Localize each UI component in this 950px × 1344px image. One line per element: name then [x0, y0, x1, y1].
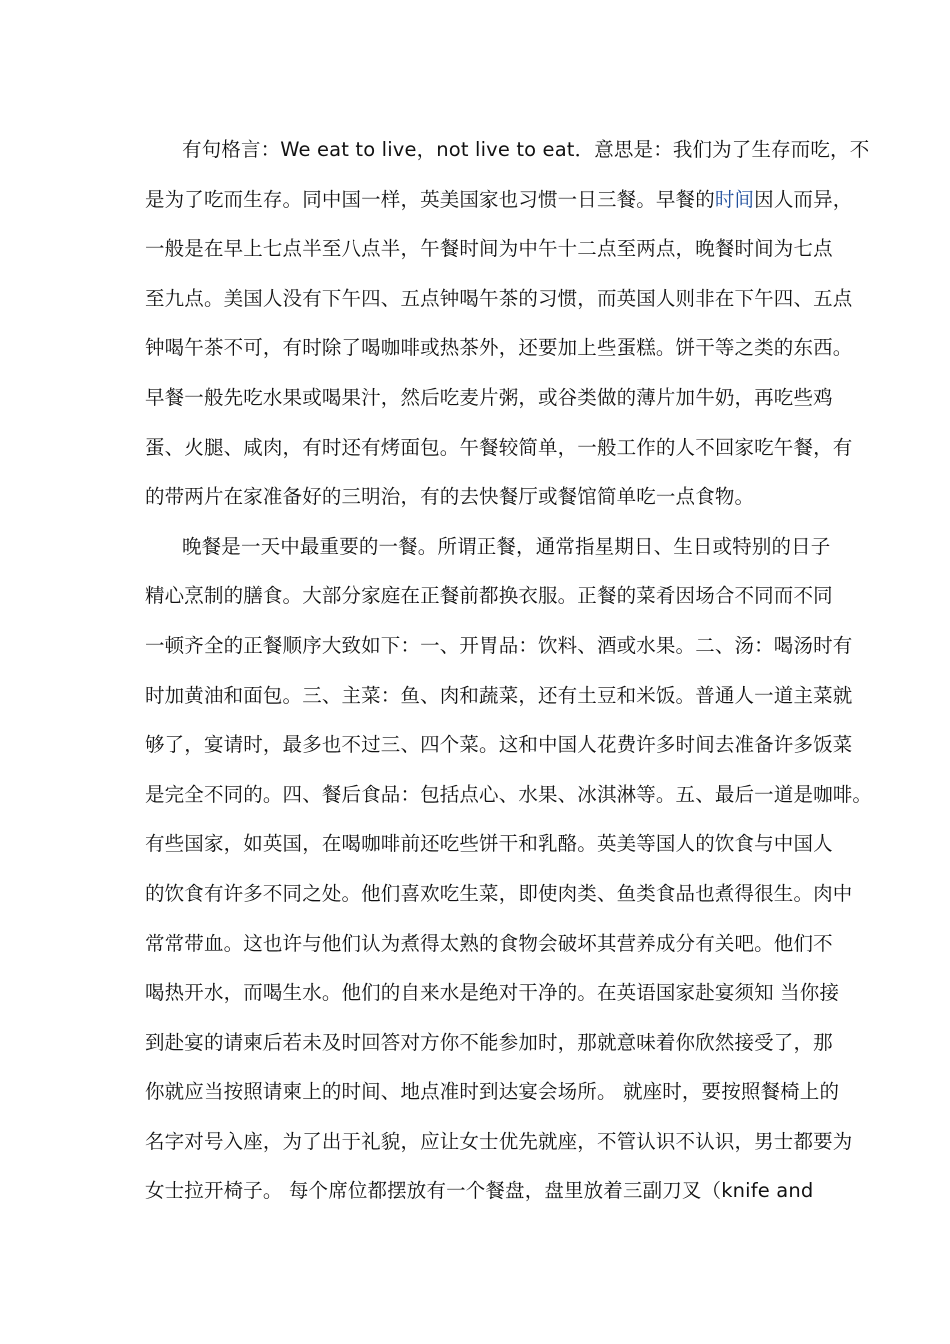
text-line: 一般是在早上七点半至八点半，午餐时间为中午十二点至两点，晚餐时间为七点: [145, 237, 833, 261]
text-line: 喝热开水，而喝生水。他们的自来水是绝对干净的。在英语国家赴宴须知 当你接: [145, 981, 840, 1005]
text-line: 时加黄油和面包。三、主菜：鱼、肉和蔬菜，还有土豆和米饭。普通人一道主菜就: [145, 683, 853, 707]
text-line: 是完全不同的。四、餐后食品：包括点心、水果、冰淇淋等。五、最后一道是咖啡。: [145, 782, 873, 806]
text-line: 一顿齐全的正餐顺序大致如下：一、开胃品：饮料、酒或水果。二、汤：喝汤时有: [145, 633, 853, 657]
time-link[interactable]: 时间: [714, 187, 755, 211]
text-line: 晚餐是一天中最重要的一餐。所谓正餐，通常指星期日、生日或特别的日子: [182, 534, 831, 558]
text-line: 有句格言：We eat to live，not live to eat．意思是：我们为了生存而吃，不: [182, 138, 870, 161]
document-body: [145, 125, 873, 1216]
text-line: 有些国家，如英国，在喝咖啡前还吃些饼干和乳酪。英美等国人的饮食与中国人: [145, 832, 833, 856]
text-line: 到赴宴的请柬后若未及时回答对方你不能参加时，那就意味着你欣然接受了，那: [145, 1030, 833, 1054]
text-line: 够了，宴请时，最多也不过三、四个菜。这和中国人花费许多时间去准备许多饭菜: [145, 733, 853, 757]
text-line: 的带两片在家准备好的三明治，有的去快餐厅或餐馆简单吃一点食物。: [145, 485, 755, 509]
text-segment: 是为了吃而生存。同中国一样，英美国家也习惯一日三餐。早餐的: [145, 187, 715, 211]
text-line: 钟喝午茶不可，有时除了喝咖啡或热茶外，还要加上些蛋糕。饼干等之类的东西。: [145, 336, 853, 360]
text-line: 名字对号入座，为了出于礼貌，应让女士优先就座，不管认识不认识，男士都要为: [145, 1129, 853, 1153]
text-line: 女士拉开椅子。 每个席位都摆放有一个餐盘，盘里放着三副刀叉（knife and: [145, 1179, 814, 1203]
text-line: 常常带血。这也许与他们认为煮得太熟的食物会破坏其营养成分有关吧。他们不: [145, 931, 833, 955]
text-line: [145, 175, 853, 225]
text-line: 的饮食有许多不同之处。他们喜欢吃生菜，即使肉类、鱼类食品也煮得很生。肉中: [145, 881, 853, 905]
text-line: 你就应当按照请柬上的时间、地点准时到达宴会场所。 就座时，要按照餐椅上的: [145, 1080, 840, 1104]
text-line: 精心烹制的膳食。大部分家庭在正餐前都换衣服。正餐的菜肴因场合不同而不同: [145, 584, 833, 608]
text-line: 至九点。美国人没有下午四、五点钟喝午茶的习惯，而英国人则非在下午四、五点: [145, 286, 853, 310]
text-line: 早餐一般先吃水果或喝果汁，然后吃麦片粥，或谷类做的薄片加牛奶，再吃些鸡: [145, 385, 833, 409]
text-line: 蛋、火腿、咸肉，有时还有烤面包。午餐较简单，一般工作的人不回家吃午餐，有: [145, 435, 853, 459]
text-segment: 因人而异，: [754, 187, 853, 211]
